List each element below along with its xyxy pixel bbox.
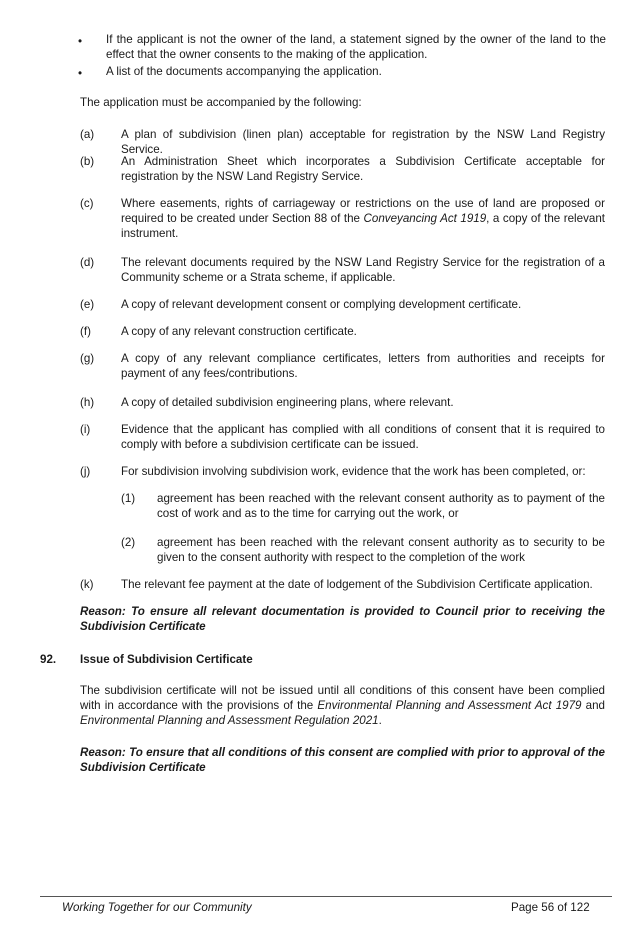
bullet-marker: • (78, 67, 83, 80)
intro-text: The application must be accompanied by the following: (80, 96, 362, 109)
item-label-j: (j) (80, 465, 91, 478)
item-label-k: (k) (80, 578, 94, 591)
item-text-d: The relevant documents required by the NSW Land Registry Service for the registration of a Community scheme or a Strata scheme, if applicable. (121, 256, 605, 284)
item-text-a: A plan of subdivision (linen plan) acceptable for registration by the NSW Land Registry Service. (121, 128, 605, 156)
footer-tagline: Working Together for our Community (62, 901, 252, 914)
footer-divider (40, 896, 612, 897)
item-label-i: (i) (80, 423, 91, 436)
bullet-document-list: A list of the documents accompanying the application. (106, 65, 382, 78)
bullet-marker: • (78, 35, 83, 48)
section-body: The subdivision certificate will not be issued until all conditions of this consent have been complied with in accordance with the provisions of the Environmental Planning and Assessment Act 1979 and Environmental Planning and Assessment Regulation 2021. (80, 684, 605, 727)
item-text-g: A copy of any relevant compliance certificates, letters from authorities and receipts for payment of any fees/contributions. (121, 352, 605, 380)
item-label-d: (d) (80, 256, 95, 269)
subitem-text-1: agreement has been reached with the relevant consent authority as to payment of the cost of work and as to the time for carrying out the work, or (157, 492, 605, 520)
item-label-g: (g) (80, 352, 95, 365)
item-text-i: Evidence that the applicant has complied with all conditions of consent that it is required to comply with before a subdivision certificate can be issued. (121, 423, 605, 451)
item-text-c: Where easements, rights of carriageway or restrictions on the use of land are proposed or required to be created under Section 88 of the Conveyancing Act 1919, a copy of the relevant instrument. (121, 197, 605, 240)
item-text-h: A copy of detailed subdivision engineering plans, where relevant. (121, 396, 454, 409)
item-text-j: For subdivision involving subdivision work, evidence that the work has been completed, or: (121, 465, 586, 478)
reason-compliance: Reason: To ensure that all conditions of this consent are complied with prior to approval of the Subdivision Certificate (80, 746, 605, 774)
subitem-text-2: agreement has been reached with the relevant consent authority as to security to be given to the consent authority with respect to the completion of the work (157, 536, 605, 564)
subitem-label-1: (1) (121, 492, 136, 505)
item-text-f: A copy of any relevant construction certificate. (121, 325, 357, 338)
item-label-b: (b) (80, 155, 95, 168)
section-title: Issue of Subdivision Certificate (80, 653, 253, 666)
bullet-owner-consent: If the applicant is not the owner of the land, a statement signed by the owner of the land to the effect that the owner consents to the making of the application. (106, 33, 606, 61)
item-label-c: (c) (80, 197, 94, 210)
item-text-b: An Administration Sheet which incorporates a Subdivision Certificate acceptable for registration by the NSW Land Registry Service. (121, 155, 605, 183)
item-text-e: A copy of relevant development consent or complying development certificate. (121, 298, 522, 311)
item-label-a: (a) (80, 128, 95, 141)
reason-documentation: Reason: To ensure all relevant documentation is provided to Council prior to receiving the Subdivision Certificate (80, 605, 605, 633)
item-text-k: The relevant fee payment at the date of lodgement of the Subdivision Certificate application. (121, 578, 593, 591)
subitem-label-2: (2) (121, 536, 136, 549)
item-label-h: (h) (80, 396, 95, 409)
page-number: Page 56 of 122 (511, 901, 590, 914)
item-label-f: (f) (80, 325, 91, 338)
section-number: 92. (40, 653, 57, 666)
item-label-e: (e) (80, 298, 95, 311)
